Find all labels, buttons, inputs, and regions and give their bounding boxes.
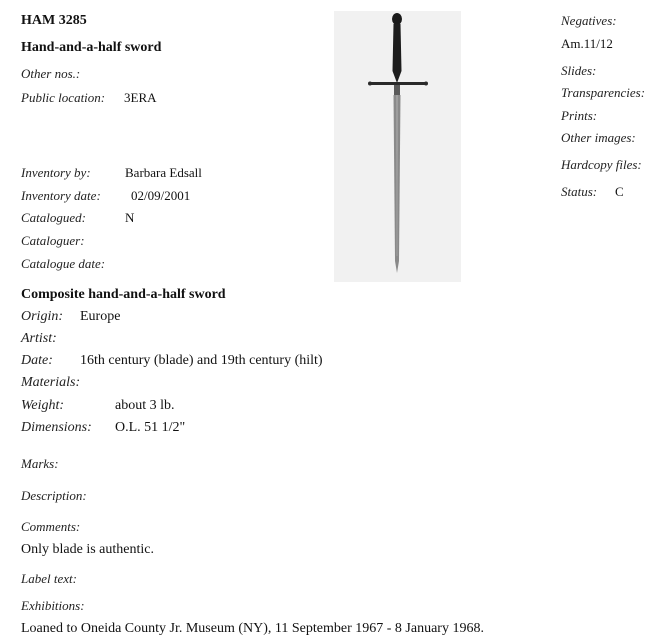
inventory-by-value: Barbara Edsall	[125, 165, 202, 180]
other-images-label: Other images:	[561, 130, 636, 145]
public-location-label: Public location:	[21, 90, 106, 105]
sword-icon	[334, 11, 461, 282]
artist-label: Artist:	[21, 331, 57, 346]
dimensions-value: O.L. 51 1/2"	[115, 420, 186, 435]
transparencies-label: Transparencies:	[561, 85, 646, 100]
materials-label: Materials:	[21, 375, 81, 390]
status-value: C	[615, 184, 624, 199]
public-location-value: 3ERA	[124, 90, 157, 105]
weight-label: Weight:	[21, 398, 65, 413]
comments-value: Only blade is authentic.	[21, 542, 154, 557]
hardcopy-files-label: Hardcopy files:	[561, 157, 642, 172]
inventory-date-value: 02/09/2001	[131, 188, 191, 203]
exhibitions-value: Loaned to Oneida County Jr. Museum (NY), 11 September 1967 - 8 January 1968.	[21, 621, 484, 636]
negatives-label: Negatives:	[561, 13, 617, 28]
date-value: 16th century (blade) and 19th century (hilt)	[80, 353, 323, 368]
date-label: Date:	[21, 353, 53, 368]
description-label: Description:	[21, 488, 87, 503]
record-title: Hand-and-a-half sword	[21, 40, 162, 55]
inventory-by-label: Inventory by:	[21, 165, 91, 180]
slides-label: Slides:	[561, 63, 597, 78]
negatives-value: Am.11/12	[561, 36, 613, 51]
status-label: Status:	[561, 184, 598, 199]
other-nos-label: Other nos.:	[21, 66, 81, 81]
origin-label: Origin:	[21, 309, 63, 324]
record-id: HAM 3285	[21, 13, 87, 28]
exhibitions-label: Exhibitions:	[21, 598, 85, 613]
catalogued-value: N	[125, 210, 135, 225]
origin-value: Europe	[80, 309, 121, 324]
prints-label: Prints:	[561, 108, 598, 123]
cataloguer-label: Cataloguer:	[21, 233, 85, 248]
dimensions-label: Dimensions:	[21, 420, 92, 435]
label-text-label: Label text:	[21, 571, 77, 586]
catalogue-date-label: Catalogue date:	[21, 256, 106, 271]
catalogued-label: Catalogued:	[21, 210, 86, 225]
full-title: Composite hand-and-a-half sword	[21, 287, 226, 302]
weight-value: about 3 lb.	[115, 398, 175, 413]
inventory-date-label: Inventory date:	[21, 188, 101, 203]
sword-photo	[334, 11, 461, 282]
marks-label: Marks:	[21, 456, 59, 471]
comments-label: Comments:	[21, 519, 81, 534]
